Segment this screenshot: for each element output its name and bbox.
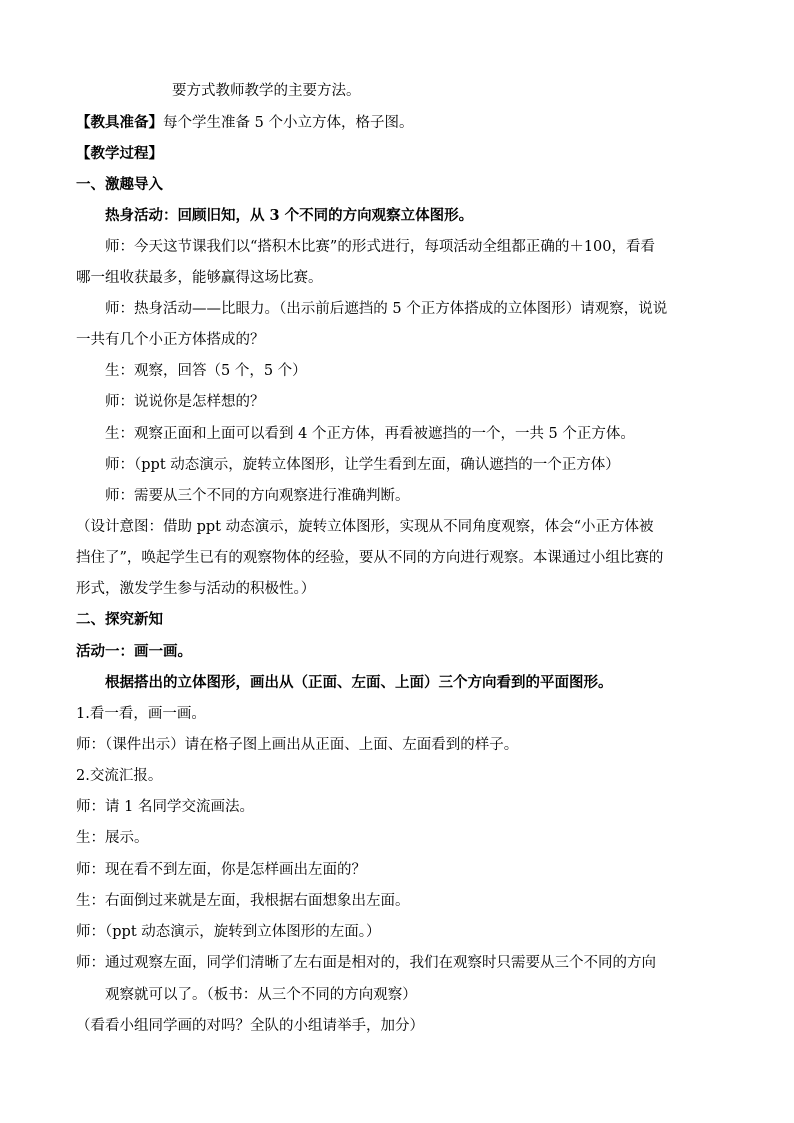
line-text: 每个学生准备 5 个小立方体，格子图。	[163, 115, 414, 131]
paragraph-line	[76, 922, 381, 942]
paragraph-line	[76, 766, 162, 786]
section-label: 【教具准备】	[76, 114, 163, 131]
design-note-line	[76, 579, 315, 599]
line-text: 师：说说你是怎样想的？	[105, 394, 265, 410]
paragraph-line	[76, 704, 206, 724]
paragraph-line	[76, 735, 518, 755]
line-text: 一共有几个小正方体搭成的？	[76, 332, 265, 348]
line-text: 师：（ppt 动态演示，旋转立体图形，让学生看到左面，确认遮挡的一个正方体）	[105, 457, 620, 473]
line-text: 师：（ppt 动态演示，旋转到立体图形的左面。）	[76, 924, 381, 940]
paragraph-line	[76, 1016, 424, 1036]
line-text: 师：需要从三个不同的方向观察进行准确判断。	[105, 488, 410, 504]
paragraph-line	[76, 330, 265, 350]
teaching-aids-line	[76, 113, 413, 133]
line-text: 观察就可以了。（板书：从三个不同的方向观察）	[105, 987, 417, 1003]
design-note-line	[76, 517, 654, 537]
section-heading	[76, 175, 163, 195]
paragraph-line	[105, 361, 307, 381]
paragraph-line	[105, 486, 410, 506]
paragraph-line	[76, 828, 149, 848]
line-text: 生：展示。	[76, 830, 149, 846]
paragraph-line	[76, 860, 366, 880]
line-text: （设计意图：借助 ppt 动态演示，旋转立体图形，实现从不同角度观察，体会“小正方体被	[76, 519, 654, 535]
line-text: 生：右面倒过来就是左面，我根据右面想象出左面。	[76, 893, 410, 909]
section-heading	[76, 144, 163, 164]
paragraph-line	[105, 237, 655, 257]
line-text: 师：请 1 名同学交流画法。	[76, 799, 254, 815]
paragraph-line	[105, 392, 265, 412]
activity-heading	[105, 673, 613, 693]
design-note-line	[76, 548, 663, 568]
paragraph-line	[76, 891, 410, 911]
paragraph-line	[105, 424, 635, 444]
line-text: 师：今天这节课我们以“搭积木比赛”的形式进行，每项活动全组都正确的＋100，看看	[105, 239, 655, 255]
line-text: 2.交流汇报。	[76, 768, 163, 784]
line-text: 要方式教师教学的主要方法。	[172, 83, 361, 99]
activity-heading	[76, 642, 192, 662]
line-text: 师：（课件出示）请在格子图上画出从正面、上面、左面看到的样子。	[76, 737, 519, 753]
paragraph-line	[76, 953, 656, 973]
line-text: 形式，激发学生参与活动的积极性。）	[76, 581, 316, 597]
paragraph-line	[172, 81, 361, 101]
section-heading	[76, 610, 163, 630]
heading-text: 热身活动：回顾旧知，从 3 个不同的方向观察立体图形。	[105, 207, 474, 224]
paragraph-line	[76, 797, 254, 817]
line-text: 1.看一看，画一画。	[76, 706, 206, 722]
line-text: 哪一组收获最多，能够赢得这场比赛。	[76, 270, 323, 286]
line-text: 师：通过观察左面，同学们清晰了左右面是相对的，我们在观察时只需要从三个不同的方向	[76, 955, 656, 971]
line-text: 师：热身活动——比眼力。（出示前后遮挡的 5 个正方体搭成的立体图形）请观察，说说	[105, 301, 668, 317]
paragraph-line	[105, 299, 667, 319]
line-text: 师：现在看不到左面，你是怎样画出左面的？	[76, 862, 366, 878]
heading-text: 活动一：画一画。	[76, 643, 192, 660]
heading-text: 一、激趣导入	[76, 176, 163, 193]
paragraph-line	[105, 455, 620, 475]
line-text: （看看小组同学画的对吗？全队的小组请举手，加分）	[76, 1018, 424, 1034]
line-text: 挡住了”，唤起学生已有的观察物体的经验，要从不同的方向进行观察。本课通过小组比赛的	[76, 550, 664, 566]
heading-text: 【教学过程】	[76, 145, 163, 162]
activity-heading	[105, 206, 473, 226]
heading-text: 二、探究新知	[76, 611, 163, 628]
paragraph-line	[105, 985, 417, 1005]
line-text: 生：观察正面和上面可以看到 4 个正方体，再看被遮挡的一个，一共 5 个正方体。	[105, 426, 635, 442]
line-text: 生：观察，回答（5 个，5 个）	[105, 363, 307, 379]
paragraph-line	[76, 268, 323, 288]
heading-text: 根据搭出的立体图形，画出从（正面、左面、上面）三个方向看到的平面图形。	[105, 674, 613, 691]
